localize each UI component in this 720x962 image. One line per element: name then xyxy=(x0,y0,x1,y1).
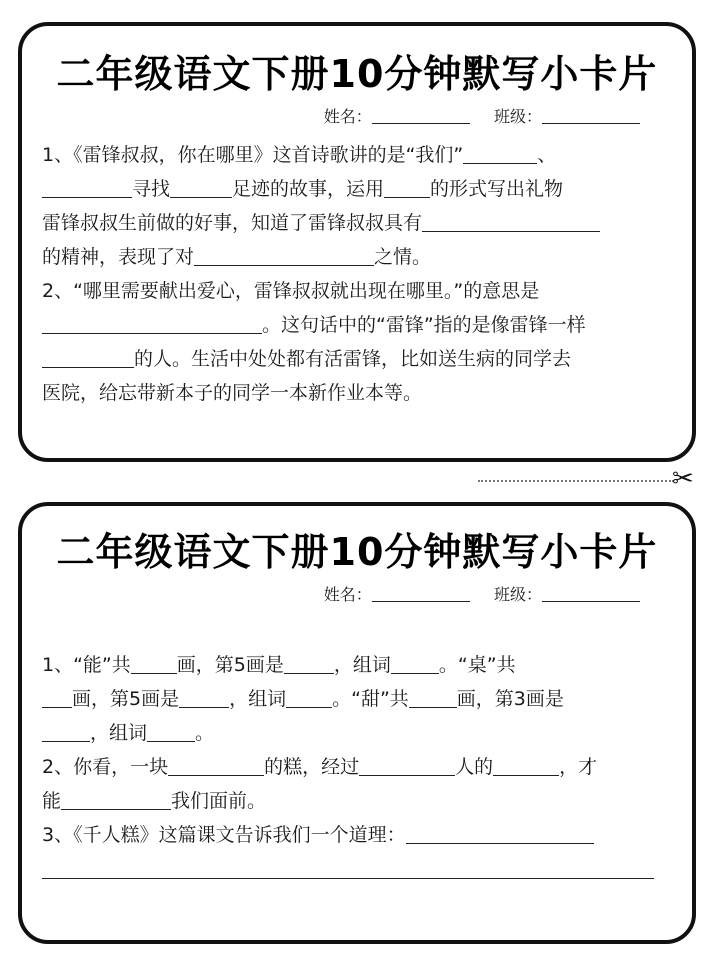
answer-blank[interactable] xyxy=(61,787,171,810)
scissors-icon: ✂ xyxy=(672,464,694,494)
text-segment: 的人。生活中处处都有活雷锋，比如送生病的同学去 xyxy=(134,348,572,370)
name-class-row xyxy=(22,582,692,608)
text-segment: 、 xyxy=(537,144,557,166)
answer-blank[interactable] xyxy=(409,685,457,708)
answer-blank[interactable] xyxy=(42,175,132,198)
dictation-card-2 xyxy=(18,502,696,944)
name-class-row xyxy=(22,104,692,130)
text-line xyxy=(42,376,674,410)
text-segment: 雷锋叔叔生前做的好事，知道了雷锋叔叔具有 xyxy=(42,212,423,234)
text-line xyxy=(42,682,674,716)
name-label: 姓名： xyxy=(323,585,372,604)
text-line xyxy=(42,206,674,240)
answer-blank[interactable] xyxy=(168,753,264,776)
text-segment: 足迹的故事，运用 xyxy=(232,178,385,200)
answer-blank[interactable] xyxy=(463,141,537,164)
text-segment: 1、“能”共 xyxy=(42,654,131,676)
text-segment: 2、“哪里需要献出爱心，雷锋叔叔就出现在哪里。”的意思是 xyxy=(42,280,540,302)
text-line xyxy=(42,172,674,206)
text-segment: 医院，给忘带新本子的同学一本新作业本等。 xyxy=(42,382,423,404)
text-line xyxy=(42,750,674,784)
answer-blank[interactable] xyxy=(194,243,374,266)
text-segment: 1、《雷锋叔叔，你在哪里》这首诗歌讲的是“我们” xyxy=(42,144,464,166)
text-segment: 我们面前。 xyxy=(171,790,267,812)
text-segment: 。 xyxy=(195,722,215,744)
text-line xyxy=(42,818,674,852)
text-segment: 寻找 xyxy=(132,178,171,200)
answer-blank[interactable] xyxy=(422,209,600,232)
answer-blank[interactable] xyxy=(406,821,594,844)
text-segment: 。“桌”共 xyxy=(438,654,516,676)
text-segment: 的形式写出礼物 xyxy=(430,178,564,200)
text-segment: 。这句话中的“雷锋”指的是像雷锋一样 xyxy=(262,314,586,336)
answer-blank[interactable] xyxy=(384,175,430,198)
text-segment: 画，第5画是 xyxy=(176,654,284,676)
text-segment: 3、《千人糕》这篇课文告诉我们一个道理： xyxy=(42,824,406,846)
answer-blank[interactable] xyxy=(42,345,134,368)
text-segment: ，组词 xyxy=(90,722,148,744)
text-line xyxy=(42,784,674,818)
answer-blank[interactable] xyxy=(131,651,177,674)
name-label: 姓名： xyxy=(323,107,372,126)
text-line xyxy=(42,138,674,172)
text-segment: ，组词 xyxy=(333,654,391,676)
answer-blank[interactable] xyxy=(391,651,439,674)
class-blank[interactable] xyxy=(542,107,640,124)
text-line xyxy=(42,274,674,308)
answer-blank[interactable] xyxy=(286,685,332,708)
cut-line xyxy=(478,480,674,482)
card-body xyxy=(22,138,692,410)
name-blank[interactable] xyxy=(372,585,470,602)
text-segment: 能 xyxy=(42,790,62,812)
text-line xyxy=(42,342,674,376)
class-label: 班级： xyxy=(493,585,542,604)
answer-blank[interactable] xyxy=(170,175,232,198)
text-segment: 画，第5画是 xyxy=(72,688,180,710)
text-segment: 之情。 xyxy=(374,246,432,268)
text-line xyxy=(42,240,674,274)
text-line xyxy=(42,648,674,682)
card-title: 二年级语文下册10分钟默写小卡片 xyxy=(56,530,658,574)
answer-blank[interactable] xyxy=(42,311,262,334)
answer-blank[interactable] xyxy=(179,685,229,708)
text-segment: ，才 xyxy=(559,756,598,778)
answer-blank[interactable] xyxy=(42,719,90,742)
card-body xyxy=(22,648,692,879)
text-line xyxy=(42,716,674,750)
text-segment: 的精神，表现了对 xyxy=(42,246,195,268)
class-label: 班级： xyxy=(493,107,542,126)
text-segment: 人的 xyxy=(455,756,494,778)
name-blank[interactable] xyxy=(372,107,470,124)
text-segment: ，组词 xyxy=(229,688,287,710)
text-segment: 。“甜”共 xyxy=(332,688,409,710)
text-line xyxy=(42,308,674,342)
text-segment: 的糕，经过 xyxy=(264,756,360,778)
class-blank[interactable] xyxy=(542,585,640,602)
answer-line-full[interactable] xyxy=(42,856,654,879)
answer-blank[interactable] xyxy=(359,753,455,776)
answer-blank[interactable] xyxy=(493,753,559,776)
answer-blank[interactable] xyxy=(284,651,334,674)
answer-blank[interactable] xyxy=(42,685,72,708)
text-segment: 2、你看，一块 xyxy=(42,756,169,778)
dictation-card-1 xyxy=(18,22,696,462)
text-segment: 画，第3画是 xyxy=(456,688,564,710)
card-title: 二年级语文下册10分钟默写小卡片 xyxy=(56,52,658,96)
answer-blank[interactable] xyxy=(147,719,195,742)
